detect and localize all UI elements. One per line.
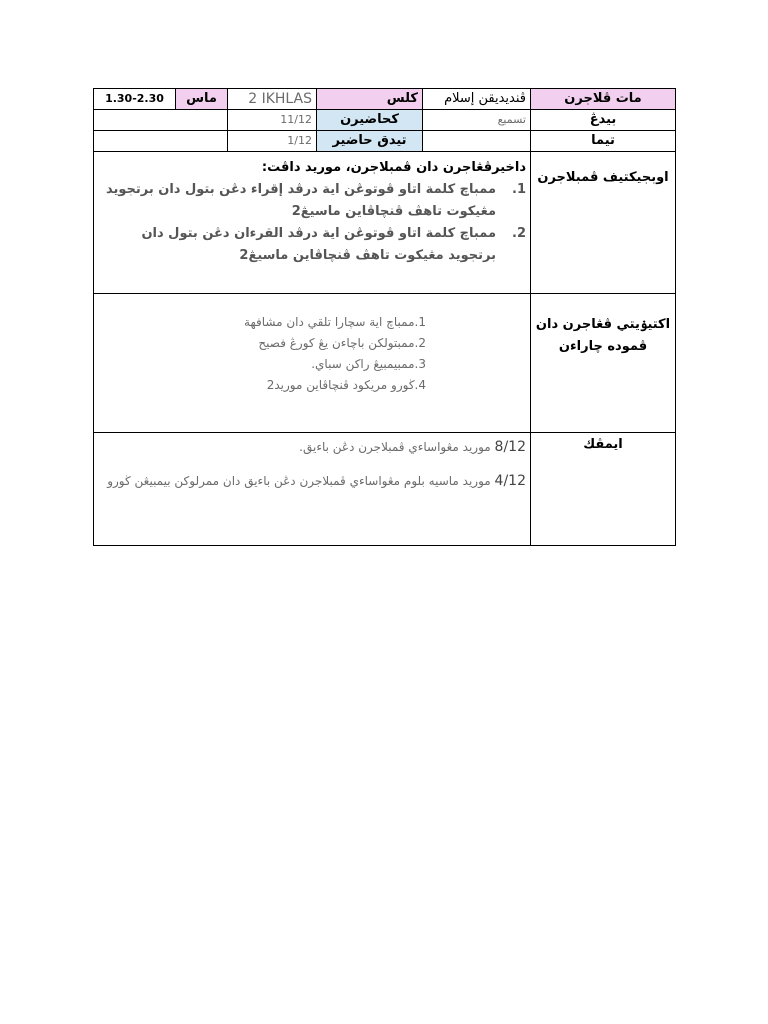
theme-value xyxy=(423,131,531,152)
absent-label: تيدق حاضير xyxy=(317,131,423,152)
empty-cell xyxy=(94,131,228,152)
impact-text: موريد مڠواساءي ڤمبلاجرن دڠن باءيق. xyxy=(299,440,491,454)
lesson-plan-page xyxy=(93,88,675,546)
impact-number: 4/12 xyxy=(494,473,526,489)
attendance-value: 11/12 xyxy=(228,110,317,131)
objectives-intro: داخيرڤڠاجرن دان ڤمبلاجرن، موريد داڤت: xyxy=(261,160,526,175)
field-value: تسميع xyxy=(423,110,531,131)
activity-item: 3.ممبيمبيڠ راكن سباي. xyxy=(311,357,426,371)
activity-item: 4.ڬورو مريكود ڤنچاڤاين موريد2 xyxy=(266,378,426,392)
objectives-list xyxy=(98,179,526,267)
absent-value: 1/12 xyxy=(228,131,317,152)
impact-item xyxy=(98,471,526,491)
activity-item: 2.ممبتولكن باچاءن يڠ كورڠ فصيح xyxy=(258,336,426,350)
objective-text: ممباچ كلمة اتاو ڤوتوڠن اية درڤد القرءان دڠن بتول دان برتجويد مڠيكوت تاهڤ ڤنچاڤاين ماسيڠ2 xyxy=(141,226,496,263)
activities-label: اكتيۏيتي ڤڠاجرن دان ڤموده چاراءن xyxy=(531,294,676,433)
time-label: ماس xyxy=(176,89,228,110)
objective-item xyxy=(98,223,526,267)
lesson-plan-table xyxy=(93,88,676,546)
activity-item: 1.ممباچ اية سچارا تلقي دان مشافهة xyxy=(244,315,426,329)
objectives-row xyxy=(94,152,676,294)
activities-row xyxy=(94,294,676,433)
field-row xyxy=(94,110,676,131)
empty-cell xyxy=(94,110,228,131)
class-value: 2 IKHLAS xyxy=(228,89,317,110)
theme-row xyxy=(94,131,676,152)
impact-number: 8/12 xyxy=(494,439,526,455)
impact-row xyxy=(94,433,676,546)
objectives-content xyxy=(94,152,531,294)
header-row xyxy=(94,89,676,110)
impact-content xyxy=(94,433,531,546)
objectives-label: اوبجيكتيف ڤمبلاجرن xyxy=(531,152,676,294)
impact-text: موريد ماسيه بلوم مڠواساءي ڤمبلاجرن دڠن باءيق دان ممرلوكن بيمبيڠن ڬورو xyxy=(107,474,491,488)
impact-label: ايمڤك xyxy=(531,433,676,546)
field-label: بيدڠ xyxy=(531,110,676,131)
class-label: كلس xyxy=(317,89,423,110)
theme-label: تيما xyxy=(531,131,676,152)
activities-content xyxy=(94,294,531,433)
impact-item xyxy=(98,437,526,457)
objective-number: 1. xyxy=(512,182,526,197)
objective-text: ممباچ كلمة اتاو ڤوتوڠن اية درڤد إقراء دڠن بتول دان برتجويد مڠيكوت تاهڤ ڤنچاڤاين ماسيڠ2 xyxy=(105,182,496,219)
subject-value: ڤنديديقن إسلام xyxy=(423,89,531,110)
subject-label: مات ڤلاجرن xyxy=(531,89,676,110)
activities-list xyxy=(98,312,526,396)
objective-item xyxy=(98,179,526,223)
objective-number: 2. xyxy=(512,226,526,241)
attendance-label: كحاضيرن xyxy=(317,110,423,131)
time-value: 1.30-2.30 xyxy=(94,89,176,110)
